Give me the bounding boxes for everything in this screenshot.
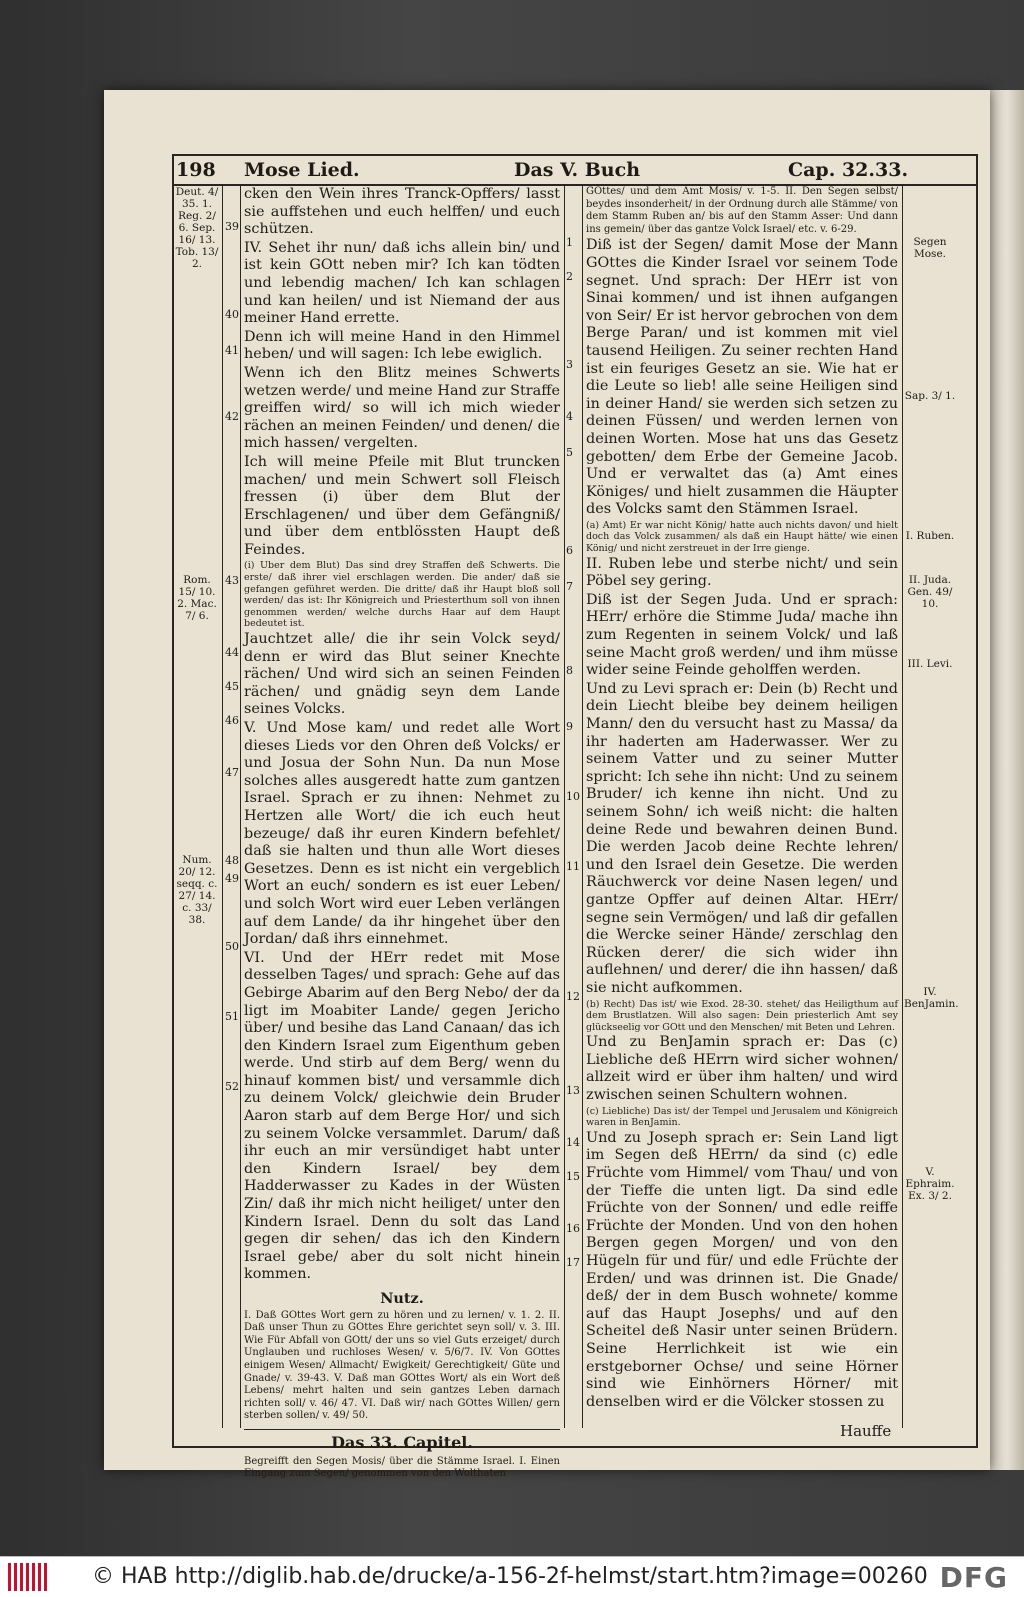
verse-number: 15 bbox=[566, 1170, 580, 1183]
chapter-summary: Begreifft den Segen Mosis/ über die Stämme Israel. I. Einen Eingang zum Segen/ genommen von den Wolthaten bbox=[244, 1455, 560, 1480]
paragraph: Jauchtzet alle/ die ihr sein Volck seyd/ denn er wird das Blut seiner Knechte rächen/ Und wird sich an seinen Feinden rächen/ und gnädig seyn dem Lande seines Volcks. bbox=[244, 631, 560, 718]
verse-number: 1 bbox=[566, 236, 573, 249]
footnote: (b) Recht) Das ist/ wie Exod. 28-30. stehet/ das Heiligthum auf dem Brustlatzen. Will also sagen: Dein priesterlich Amt sey glückseelig vor GOtt und den Menschen/ mit Beten und Lehren. bbox=[586, 998, 898, 1033]
margin-ref-right-7: V. Ephraim. Ex. 3/ 2. bbox=[905, 1166, 955, 1202]
verse-number: 6 bbox=[566, 544, 573, 557]
margin-ref-left-1: Deut. 4/ 35. 1. Reg. 2/ 6. Sep. 16/ 13. Tob. 13/ 2. bbox=[175, 186, 219, 270]
footnote: (a) Amt) Er war nicht König/ hatte auch nichts davon/ und hielt doch das Volck zusammen/ als daß ein Haupt hätte/ wie einen König/ und nicht zerstreuet in der Irre gienge. bbox=[586, 519, 898, 555]
verse-number: 39 bbox=[225, 220, 239, 233]
paragraph: VI. Und der HErr redet mit Mose desselben Tages/ und sprach: Gehe auf das Gebirge Abarim auf den Berg Nebo/ der da ligt im Moabiter Lande/ gegen Jericho über/ und besihe das Land Canaan/ das ich den Kindern Israel zum Eigenthum geben werde. Und stirb auf dem Berg/ wenn du hinauf kommen bist/ und versammle dich zu deinem Volck/ gleichwie dein Bruder Aaron starb auf dem Berge Hor/ und sich zu seinem Volcke versammlet. Darum/ daß ihr euch an mir versündiget habt unter den Kindern Israel/ bey dem Hadderwasser zu Kades in der Wüsten Zin/ daß ihr mich nicht heiliget/ unter den Kindern Israel. Denn du solt das Land gegen dir sehen/ das ich den Kindern Israel gebe/ aber du solt nicht hinein kommen. bbox=[244, 949, 560, 1283]
verse-number: 42 bbox=[225, 410, 239, 423]
verse-number: 7 bbox=[566, 580, 573, 593]
paragraph: Denn ich will meine Hand in den Himmel heben/ und will sagen: Ich lebe ewiglich. bbox=[244, 328, 560, 363]
footer-bar bbox=[0, 1556, 1024, 1597]
verse-number: 12 bbox=[566, 990, 580, 1003]
verse-number: 50 bbox=[225, 940, 239, 953]
verse-number: 44 bbox=[225, 646, 239, 659]
chapter-summary-continued: GOttes/ und dem Amt Mosis/ v. 1-5. II. Den Segen selbst/ beydes insonderheit/ in der Ordnung durch alle Stämme/ von dem Stamm Ruben an/ bis auf den Stamm Asser: Und dann ins gemein/ über das gantze Volck Israel/ etc. v. 6-29. bbox=[586, 186, 898, 235]
verse-number: 46 bbox=[225, 714, 239, 727]
verse-number: 2 bbox=[566, 270, 573, 283]
right-margin-rule bbox=[902, 184, 903, 1428]
margin-ref-right-2: Sap. 3/ 1. bbox=[904, 390, 956, 402]
verse-number: 47 bbox=[225, 766, 239, 779]
verse-number: 17 bbox=[566, 1256, 580, 1269]
nutz-text: I. Daß GOttes Wort gern zu hören und zu lernen/ v. 1. 2. II. Daß unser Thun zu GOttes Ehre gerichtet seyn soll/ v. 3. III. Wie Für Abfall von GOtt/ der uns so viel Guts erzeiget/ durch Unglauben und ruchloses Wesen/ v. 5/6/7. IV. Von GOttes einigem Wesen/ Allmacht/ Ewigkeit/ Gerechtigkeit/ Güte und Gnade/ v. 39-43. V. Daß man GOttes Wort/ als ein Wort deß Lebens/ mehrt halten und sein gantzes Leben darnach richten soll/ v. 46/ 47. VI. Daß wir/ nach GOttes Willen/ gern sterben sollen/ v. 49/ 50. bbox=[244, 1309, 560, 1422]
footer-url[interactable]: © HAB http://diglib.hab.de/drucke/a-156-2f-helmst/start.htm?image=00260 bbox=[92, 1564, 928, 1589]
column-rule-left bbox=[564, 184, 565, 1428]
left-verse-rule bbox=[240, 184, 241, 1428]
scanned-page bbox=[104, 90, 990, 1480]
paragraph: Und zu Joseph sprach er: Sein Land ligt im Segen deß HErrn/ da sind (c) edle Früchte vom Himmel/ vom Thau/ und von der Tieffe die unten ligt. Da sind edle Früchte von der Sonnen/ und edle reiffe Früchte der Monden. Und von den hohen Bergen gegen Morgen/ und von den Hügeln für und für/ und edle Früchte der Erden/ und was drinnen ist. Die Gnade/ deß/ der in dem Busch wohnete/ komme auf das Haupt Josephs/ und auf den Scheitel deß Nasir unter seinen Brüdern. Seine Herrlichkeit ist wie ein erstgeborner Ochse/ und seine Hörner sind wie Einhörners Hörner/ mit denselben wird er die Völcker stossen zu bbox=[586, 1129, 898, 1410]
paragraph: Und zu Levi sprach er: Dein (b) Recht und dein Liecht bleibe bey deinem heiligen Mann/ den du versucht hast zu Massa/ da ihr haderten am Haderwasser. Wer zu seinem Vatter und zu seiner Mutter spricht: Ich sehe ihn nicht: Und zu seinem Bruder/ ich kenne ihn nicht. Und zu seinem Sohn/ ich weiß nicht: die halten deine Rede und bewahren deinen Bund. Die werden Jacob deine Rechte lehren/ und den Israel dein Gesetze. Die werden Räuchwerck vor deine Nasen legen/ und gantze Opffer auf deinen Altar. HErr/ segne sein Vermögen/ und laß dir gefallen die Wercke seiner Hände/ zerschlag den Rücken derer/ die sich wider ihn auflehnen/ und derer/ die ihn hassen/ daß sie nicht aufkommen. bbox=[586, 680, 898, 996]
verse-number: 49 bbox=[225, 872, 239, 885]
margin-ref-right-5: III. Levi. bbox=[907, 658, 953, 670]
left-margin-rule bbox=[222, 184, 223, 1428]
page-number: 198 bbox=[176, 159, 216, 181]
margin-ref-right-3: I. Ruben. bbox=[905, 530, 955, 542]
verse-number: 5 bbox=[566, 446, 573, 459]
margin-ref-left-3: Num. 20/ 12. seqq. c. 27/ 14. c. 33/ 38. bbox=[176, 854, 218, 926]
verse-number: 43 bbox=[225, 574, 239, 587]
paragraph: Und zu BenJamin sprach er: Das (c) Liebliche deß HErrn wird sicher wohnen/ allzeit wird er über ihm halten/ und wird zwischen seinen Schultern wohnen. bbox=[586, 1034, 898, 1104]
verse-number: 51 bbox=[225, 1010, 239, 1023]
verse-number: 52 bbox=[225, 1080, 239, 1093]
section-heading-nutz: Nutz. bbox=[380, 1290, 424, 1307]
footnote: (i) Uber dem Blut) Das sind drey Straffen deß Schwerts. Die erste/ daß ihrer viel erschlagen werden. Die ander/ daß sie gefangen geführet werden. Die dritte/ daß ihr Haupt bloß soll werden/ das ist: Ihr Königreich und Priesterthum soll von ihnen genommen werden/ welche durchs Haar auf dem Haupt bedeutet ist. bbox=[244, 560, 560, 630]
column-rule-right bbox=[582, 184, 583, 1428]
catchword: Hauffe bbox=[840, 1422, 892, 1440]
verse-number: 3 bbox=[566, 358, 573, 371]
paragraph: Diß ist der Segen Juda. Und er sprach: HErr/ erhöre die Stimme Juda/ mache ihn zum Regenten in seinem Volck/ und laß seine Macht groß werden/ und ihm müsse wider seine Feinde geholffen werden. bbox=[586, 591, 898, 679]
verse-number: 40 bbox=[225, 308, 239, 321]
verse-number: 9 bbox=[566, 720, 573, 733]
running-title-right: Cap. 32.33. bbox=[788, 159, 909, 181]
right-text-column bbox=[586, 186, 898, 1418]
footnote: (c) Liebliche) Das ist/ der Tempel und Jerusalem und Königreich waren in BenJamin. bbox=[586, 1105, 898, 1129]
verse-number: 8 bbox=[566, 664, 573, 677]
verse-number: 45 bbox=[225, 680, 239, 693]
paragraph: V. Und Mose kam/ und redet alle Wort dieses Lieds vor den Ohren deß Volcks/ er und Josua der Sohn Nun. Da nun Mose solches alles ausgeredt hatte zum gantzen Israel. Sprach er zu ihnen: Nehmet zu Hertzen alle Wort/ die ich euch heut bezeuge/ daß ihr euren Kindern befehlet/ daß sie halten und thun alle Wort dieses Gesetzes. Denn es ist nicht ein vergeblich Wort an euch/ sondern es ist euer Leben/ und solch Wort wird euer Leben verlängen auf dem Lande/ da ihr hingehet über den Jordan/ daß ihrs einnehmet. bbox=[244, 720, 560, 948]
margin-ref-right-4: II. Juda. Gen. 49/ 10. bbox=[907, 574, 953, 610]
left-text-column bbox=[244, 186, 560, 1480]
verse-number: 16 bbox=[566, 1222, 580, 1235]
verse-number: 41 bbox=[225, 344, 239, 357]
margin-ref-right-6: IV. BenJamin. bbox=[904, 986, 959, 1010]
verse-number: 11 bbox=[566, 860, 580, 873]
verse-number: 10 bbox=[566, 790, 580, 803]
running-title-center: Das V. Buch bbox=[514, 159, 641, 181]
paragraph: IV. Sehet ihr nun/ daß ichs allein bin/ und ist kein GOtt neben mir? Ich kan tödten und lebendig machen/ Ich kan schlagen und kan heilen/ und ist Niemand der aus meiner Hand errette. bbox=[244, 239, 560, 327]
chapter-heading: Das 33. Capitel. bbox=[244, 1429, 560, 1452]
margin-ref-right-1: Segen Mose. bbox=[913, 236, 947, 260]
paragraph: II. Ruben lebe und sterbe nicht/ und sein Pöbel sey gering. bbox=[586, 555, 898, 590]
paragraph: cken den Wein ihres Tranck-Opffers/ lasst sie auffstehen und euch helffen/ und euch schützen. bbox=[244, 186, 560, 238]
dfg-logo: DFG bbox=[939, 1561, 1008, 1594]
verse-number: 13 bbox=[566, 1084, 580, 1097]
verse-number: 14 bbox=[566, 1136, 580, 1149]
verse-number: 48 bbox=[225, 854, 239, 867]
margin-ref-left-2: Rom. 15/ 10. 2. Mac. 7/ 6. bbox=[177, 574, 217, 622]
hab-barcode-icon bbox=[8, 1563, 48, 1591]
verse-number: 4 bbox=[566, 410, 573, 423]
paragraph: Diß ist der Segen/ damit Mose der Mann GOttes die Kinder Israel vor seinem Tode segnet. Und sprach: Der HErr ist von Sinai kommen/ und ist ihnen aufgangen von Seir/ Er ist hervor gebrochen von dem Berge Paran/ und ist kommen mit viel tausend Heiligen. Zu seiner rechten Hand ist ein feuriges Gesetz an sie. Wie hat er die Leute so lieb! alle seine Heiligen sind in deiner Hand/ sie werden sich setzen zu deinen Füssen/ und werden lernen von deinen Worten. Mose hat uns das Gesetz gebotten/ dem Erbe der Gemeine Jacob. Und er verwaltet das (a) Amt eines Königes/ und hielt zusammen die Häupter des Volcks samt den Stämmen Israel. bbox=[586, 237, 898, 518]
paragraph: Wenn ich den Blitz meines Schwerts wetzen werde/ und meine Hand zur Straffe greiffen wird/ so will ich mich wieder rächen an meinen Feinden/ und denen/ die mich hassen/ vergelten. bbox=[244, 364, 560, 452]
running-title-left: Mose Lied. bbox=[244, 159, 360, 181]
paragraph: Ich will meine Pfeile mit Blut truncken machen/ und mein Schwert soll Fleisch fressen (i) über dem Blut der Erschlagenen/ und über dem Gefängniß/ und über dem entblössten Haupt deß Feindes. bbox=[244, 453, 560, 558]
